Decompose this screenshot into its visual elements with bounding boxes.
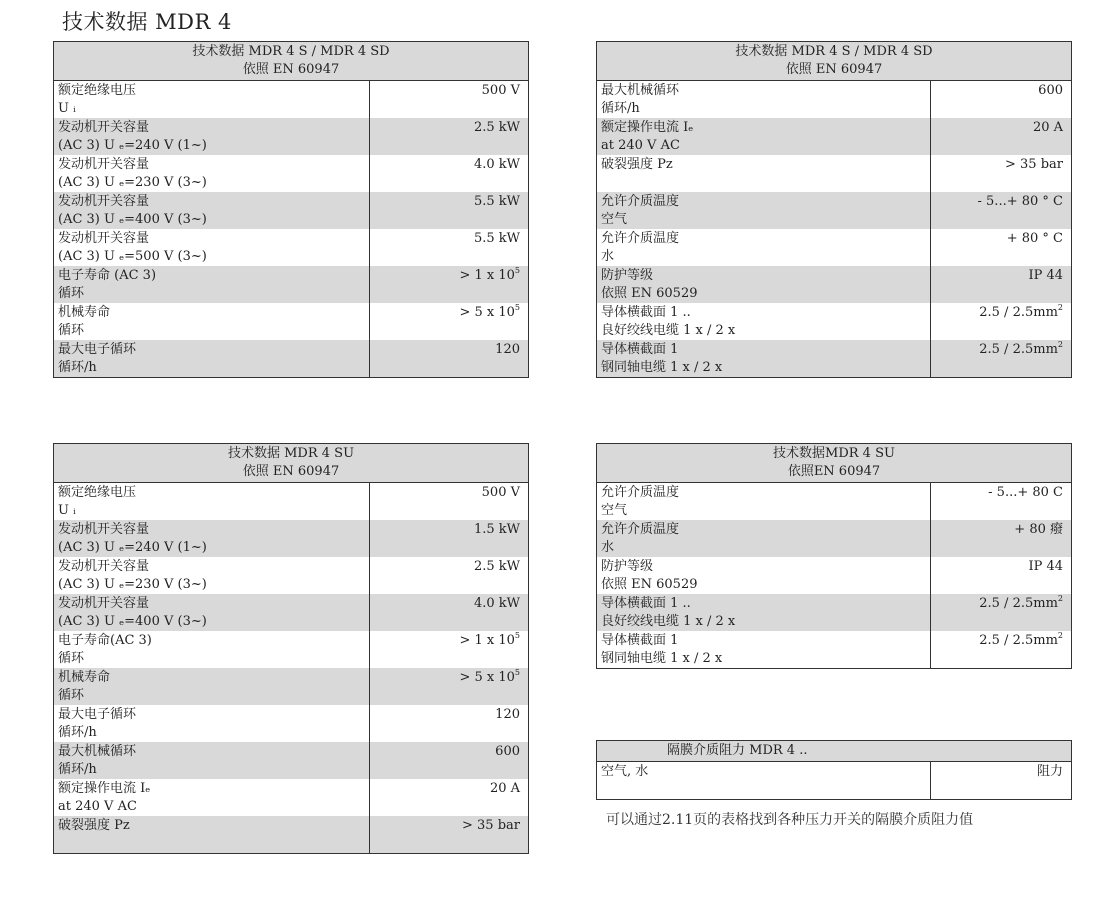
row-label [54,779,370,816]
table-row [597,340,1072,378]
row-label-line1: 允许介质温度 [601,485,680,500]
row-value-text: IP 44 [1028,268,1063,283]
spec-table-mdr4s-left [53,41,529,378]
row-label [54,229,370,266]
row-value [931,266,1072,303]
row-value-superscript: 2 [1057,340,1063,349]
row-label-line1: 破裂强度 Pz [601,157,673,172]
row-value-text: > 5 x 10 [459,670,515,685]
row-value [931,557,1072,594]
row-label-line1: 电子寿命 (AC 3) [58,268,157,283]
table-header-line1: 隔膜介质阻力 MDR 4 .. [667,743,808,758]
row-value [370,155,529,192]
row-value-text: 5.5 kW [473,194,520,209]
row-label [54,742,370,779]
row-label [597,520,931,557]
table-header [597,741,1072,762]
table-row [597,229,1072,266]
table-row [54,229,529,266]
table-row [597,483,1072,521]
row-value [931,192,1072,229]
row-value-text: IP 44 [1028,559,1063,574]
row-label-line1: 发动机开关容量 [58,157,150,172]
spec-table-mdr4s-right [596,41,1072,378]
table-row [54,557,529,594]
table-row [54,266,529,303]
row-value [370,816,529,854]
row-value-text: > 1 x 10 [459,633,515,648]
row-value-text: 1.5 kW [473,522,520,537]
row-label [597,340,931,378]
row-label-line1: 空气, 水 [601,764,649,779]
row-value [370,81,529,119]
row-label [597,155,931,192]
table-row [54,303,529,340]
row-label-line1: 发动机开关容量 [58,522,150,537]
row-value [931,340,1072,378]
row-value-superscript: 2 [1057,631,1063,640]
row-value-text: 2.5 / 2.5mm [979,305,1058,320]
row-value-text: 2.5 / 2.5mm [979,633,1058,648]
row-label-line1: 破裂强度 Pz [58,818,130,833]
row-value-text: 2.5 kW [473,120,520,135]
row-label [54,266,370,303]
row-label-line2: (AC 3) U ₑ=230 V (3~) [58,577,207,592]
row-value [370,668,529,705]
row-label [597,81,931,119]
row-value [370,557,529,594]
row-label-line2: at 240 V AC [601,138,680,153]
row-value-text: 2.5 kW [473,559,520,574]
row-value [370,118,529,155]
table-row [54,81,529,119]
row-label-line2 [58,835,365,853]
row-value [931,762,1072,800]
table-row [54,192,529,229]
row-label-line2: 水 [601,540,615,555]
row-label-line2: (AC 3) U ₑ=240 V (1~) [58,540,207,555]
row-label-line1: 最大电子循环 [58,707,137,722]
row-value [931,118,1072,155]
row-label [597,594,931,631]
table-header-line1: 技术数据 MDR 4 S / MDR 4 SD [735,44,933,59]
row-value-superscript: 5 [514,303,520,312]
row-label-line2: 循环 [58,651,85,666]
row-label-line2: U ᵢ [58,101,76,116]
row-label-line2: 循环/h [58,725,97,740]
membrane-resistance-table [596,740,1072,800]
row-label-line1: 发动机开关容量 [58,194,150,209]
row-label-line2: at 240 V AC [58,799,137,814]
row-value-text: > 35 bar [462,818,520,833]
row-label-line1: 防护等级 [601,559,654,574]
row-label-line1: 允许介质温度 [601,231,680,246]
row-value-text: + 80 癈 [1014,522,1063,537]
row-label-line1: 导体横截面 1 [601,633,679,648]
row-label-line1: 导体横截面 1 .. [601,596,691,611]
row-value-text: 阻力 [1036,764,1063,779]
row-value [931,81,1072,119]
table-row [54,118,529,155]
row-label [597,303,931,340]
table-row [54,668,529,705]
table-row [54,155,529,192]
row-label-line2: 钢同轴电缆 1 x / 2 x [601,651,723,666]
table-header-line2: 依照EN 60947 [787,464,881,479]
row-label [597,118,931,155]
row-label-line2 [601,174,926,192]
row-value-superscript: 5 [514,631,520,640]
row-value-text: 500 V [481,83,520,98]
table-row [54,520,529,557]
row-value-text: 5.5 kW [473,231,520,246]
row-label-line1: 最大电子循环 [58,342,137,357]
table-row [597,81,1072,119]
row-value-text: 2.5 / 2.5mm [979,342,1058,357]
table-header-line1: 技术数据 MDR 4 SU [227,446,355,461]
row-label-line1: 发动机开关容量 [58,120,150,135]
row-label-line2: (AC 3) U ₑ=400 V (3~) [58,212,207,227]
row-label-line1: 发动机开关容量 [58,559,150,574]
row-value [931,520,1072,557]
row-label [54,705,370,742]
row-label-line1: 允许介质温度 [601,194,680,209]
row-label [54,816,370,854]
table-header-line1: 技术数据 MDR 4 S / MDR 4 SD [192,44,390,59]
table-row [597,594,1072,631]
table-row [54,594,529,631]
row-label-line2: (AC 3) U ₑ=400 V (3~) [58,614,207,629]
table-row [597,557,1072,594]
row-value-text: + 80 ° C [1006,231,1063,246]
table-row [54,705,529,742]
row-value [370,631,529,668]
row-label-line2 [601,781,926,799]
row-value-superscript: 2 [1057,303,1063,312]
row-label [597,762,931,800]
row-label-line1: 发动机开关容量 [58,596,150,611]
row-label [54,557,370,594]
table-header-line1: 技术数据MDR 4 SU [773,446,895,461]
row-label-line2: 良好绞线电缆 1 x / 2 x [601,614,736,629]
row-label [597,192,931,229]
table-header-row [597,444,1072,483]
table-header-line2: 依照 EN 60947 [785,62,883,77]
row-label-line2: 水 [601,249,615,264]
footnote: 可以通过2.11页的表格找到各种压力开关的隔膜介质阻力值 [606,812,974,828]
table-header-row [54,444,529,483]
row-value-text: 20 A [489,781,520,796]
row-value-text: - 5...+ 80 C [988,485,1063,500]
spec-table-mdr4su-right [596,443,1072,669]
table-row [597,520,1072,557]
row-value-text: 4.0 kW [473,596,520,611]
row-label-line1: 电子寿命(AC 3) [58,633,152,648]
row-label [597,483,931,521]
row-label-line1: 额定绝缘电压 [58,83,137,98]
row-value-superscript: 5 [514,668,520,677]
row-label-line2: 依照 EN 60529 [601,286,698,301]
row-label-line1: 额定操作电流 Iₑ [58,781,151,796]
row-label [54,81,370,119]
table-row [54,631,529,668]
row-label-line2: 循环/h [58,762,97,777]
row-value [370,192,529,229]
row-value-text: 120 [495,342,520,357]
row-label-line2: 循环 [58,286,85,301]
row-value-text: 2.5 / 2.5mm [979,596,1058,611]
row-label-line2: 依照 EN 60529 [601,577,698,592]
table-row [597,155,1072,192]
row-value [370,266,529,303]
table-row [597,303,1072,340]
row-label-line1: 最大机械循环 [601,83,680,98]
row-value [931,483,1072,521]
row-value-superscript: 2 [1057,594,1063,603]
row-value [370,705,529,742]
row-label [54,631,370,668]
row-label [54,668,370,705]
row-label-line2: 良好绞线电缆 1 x / 2 x [601,323,736,338]
row-label-line2: 空气 [601,503,628,518]
table-header [54,444,529,483]
row-label [597,229,931,266]
row-value [931,631,1072,669]
row-value [370,340,529,378]
row-label-line1: 允许介质温度 [601,522,680,537]
row-value-text: 600 [495,744,520,759]
row-value-text: > 35 bar [1005,157,1063,172]
row-label-line1: 导体横截面 1 [601,342,679,357]
table-row [54,483,529,521]
row-label [597,631,931,669]
row-label-line2: U ᵢ [58,503,76,518]
table-row [597,192,1072,229]
row-label-line2: 循环 [58,688,85,703]
row-label [54,340,370,378]
table-row [54,742,529,779]
row-label-line1: 防护等级 [601,268,654,283]
table-row [54,340,529,378]
row-label [597,266,931,303]
row-label [597,557,931,594]
row-value [370,520,529,557]
row-label [54,118,370,155]
row-label-line2: 空气 [601,212,628,227]
table-header-row [54,42,529,81]
row-label-line2: (AC 3) U ₑ=500 V (3~) [58,249,207,264]
row-label-line2: 循环 [58,323,85,338]
row-value-text: 600 [1038,83,1063,98]
table-header-row [597,42,1072,81]
row-value [931,594,1072,631]
row-label-line2: 钢同轴电缆 1 x / 2 x [601,360,723,375]
row-value [931,303,1072,340]
row-label [54,155,370,192]
row-label-line1: 机械寿命 [58,670,111,685]
row-label-line1: 额定操作电流 Iₑ [601,120,694,135]
row-value [370,483,529,521]
row-label-line2: (AC 3) U ₑ=240 V (1~) [58,138,207,153]
table-row [54,816,529,854]
row-label [54,520,370,557]
table-header [54,42,529,81]
row-label-line1: 发动机开关容量 [58,231,150,246]
row-value [370,779,529,816]
row-value [931,155,1072,192]
row-value [370,742,529,779]
row-value [370,303,529,340]
row-label-line2: (AC 3) U ₑ=230 V (3~) [58,175,207,190]
row-value [370,594,529,631]
table-row [54,779,529,816]
table-row [597,762,1072,800]
table-header-line2: 依照 EN 60947 [242,62,340,77]
row-value-text: 20 A [1032,120,1063,135]
row-value-text: 120 [495,707,520,722]
table-row [597,118,1072,155]
spec-table-mdr4su-left [53,443,529,854]
row-label-line2: 循环/h [58,360,97,375]
row-label-line1: 最大机械循环 [58,744,137,759]
row-label-line1: 机械寿命 [58,305,111,320]
row-value-text: 4.0 kW [473,157,520,172]
table-row [597,631,1072,669]
row-label [54,303,370,340]
row-value [370,229,529,266]
row-label-line1: 导体横截面 1 .. [601,305,691,320]
table-header [597,42,1072,81]
table-header [597,444,1072,483]
table-header-line2: 依照 EN 60947 [242,464,340,479]
row-label [54,483,370,521]
row-label [54,192,370,229]
row-value [931,229,1072,266]
row-value-text: 500 V [481,485,520,500]
row-label-line1: 额定绝缘电压 [58,485,137,500]
page-title: 技术数据 MDR 4 [62,10,232,34]
table-row [597,266,1072,303]
row-value-text: > 5 x 10 [459,305,515,320]
table-header-row [597,741,1072,762]
row-label [54,594,370,631]
row-value-text: > 1 x 10 [459,268,515,283]
row-value-text: - 5...+ 80 ° C [977,194,1063,209]
row-value-superscript: 5 [514,266,520,275]
row-label-line2: 循环/h [601,101,640,116]
